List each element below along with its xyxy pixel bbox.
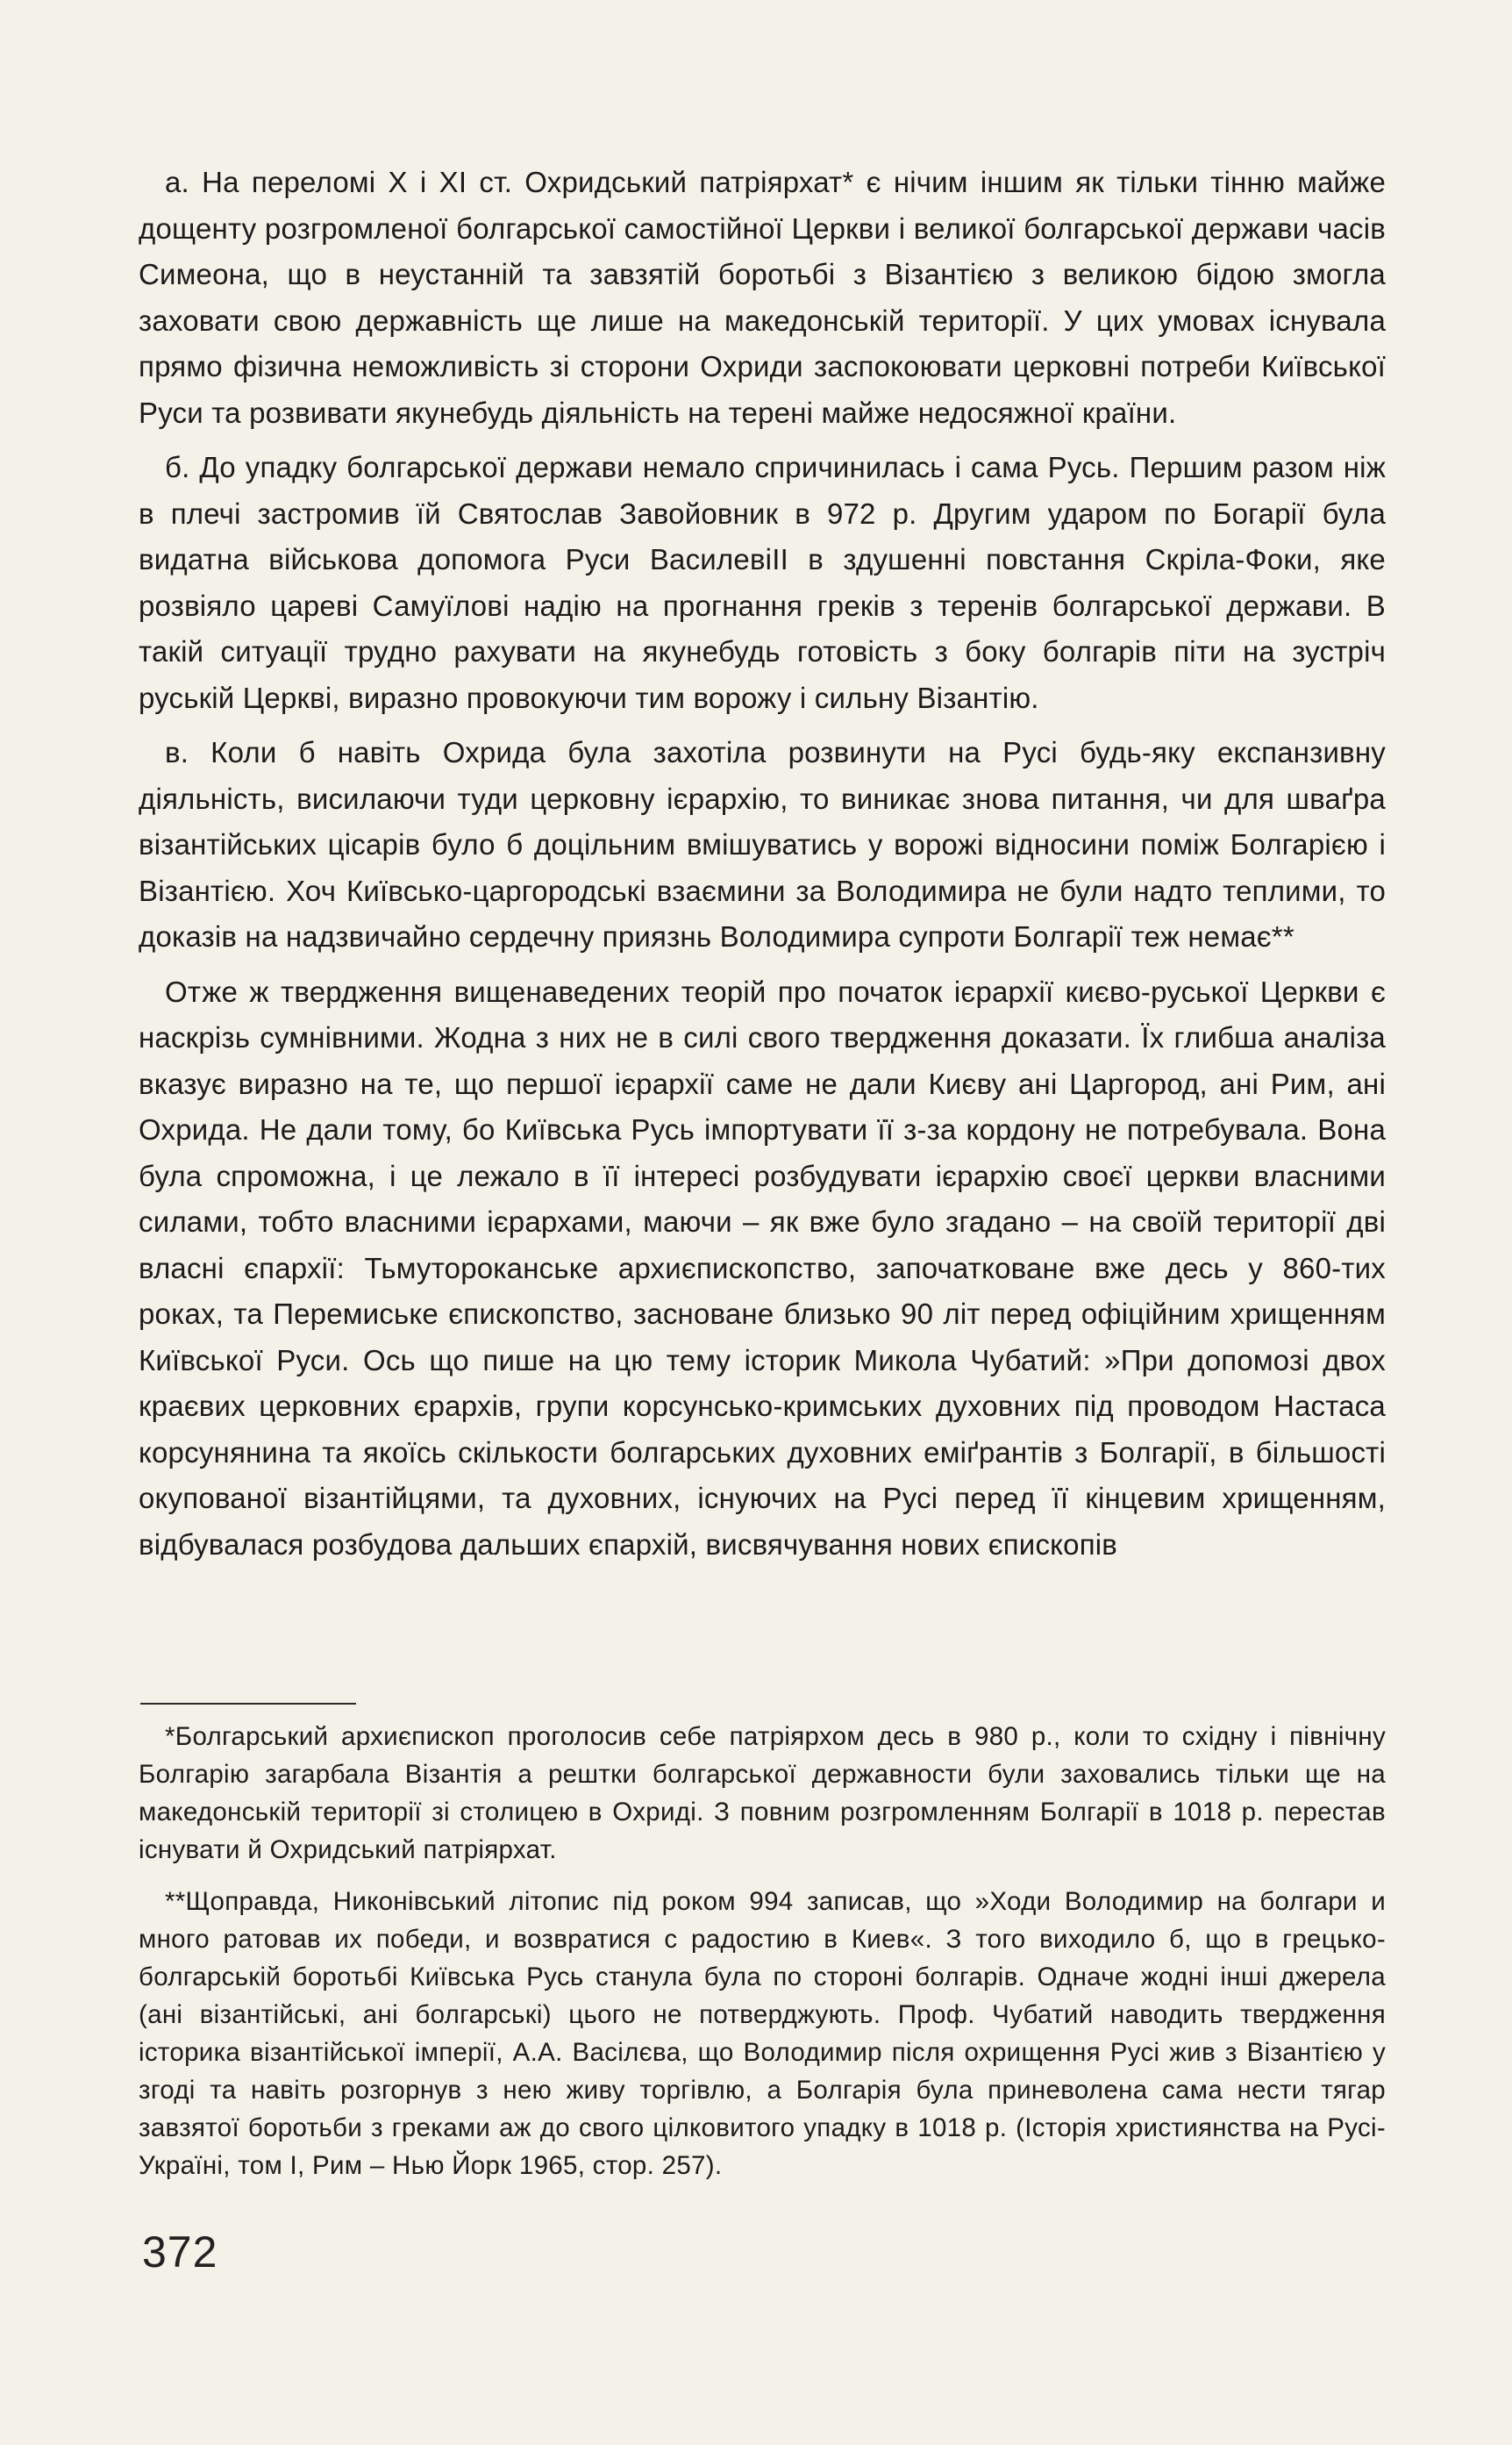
page-number: 372 [142, 2227, 218, 2277]
footnote-divider [140, 1703, 356, 1705]
footnotes [139, 1718, 1386, 2198]
paragraph-b: б. До упадку болгарської держави немало спричинилась і сама Русь. Першим разом ніж в плечі застромив їй Святослав Завойовник в 972 р. Другим ударом по Богарії була видатна військова допомога Руси ВасилевіІІ в здушенні повстання Скріла-Фоки, яке розвіяло цареві Самуїлові надію на прогнання греків з теренів болгарської держави. В такій ситуації трудно рахувати на якунебудь готовість з боку болгарів піти на зустріч руській Церкві, виразно провокуючи тим ворожу і сильну Візантію. [139, 451, 1386, 714]
main-text [139, 160, 1386, 1576]
paragraph-conclusion: Отже ж твердження вищенаведених теорій про початок ієрархії києво-руської Церкви є наскрізь сумнівними. Жодна з них не в силі свого твердження доказати. Їх глибша аналіза вказує виразно на те, що першої ієрархії саме не дали Києву ані Царгород, ані Рим, ані Охрида. Не дали тому, бо Київська Русь імпортувати її з-за кордону не потребувала. Вона була спроможна, і це лежало в її інтересі розбудувати ієрархію своєї церкви власними силами, тобто власними ієрархами, маючи – як вже було згадано – на своїй території дві власні єпархії: Тьмутороканське архиєпископство, започатковане вже десь у 860-тих роках, та Перемиське єпископство, засноване близько 90 літ перед офіційним хрищенням Київської Руси. Ось що пише на цю тему історик Микола Чубатий: »При допомозі двох краєвих церковних єрархів, групи корсунсько-кримських духовних під проводом Настаса корсунянина та якоїсь скількости болгарських духовних еміґрантів з Болгарії, в більшості окупованої візантійцями, та духовних, існуючих на Русі перед її кінцевим хрищенням, відбувалася розбудова дальших єпархій, висвячування нових єпископів [139, 975, 1386, 1561]
footnote-2: **Щоправда, Никонівський літопис під роком 994 записав, що »Ходи Володимир на болгари и много ратовав их победи, и возвратися с радостию в Киев«. З того виходило б, що в грецько-болгарській боротьбі Київська Русь станула була по стороні болгарів. Одначе жодні інші джерела (ані візантійські, ані болгарські) цього не потверджують. Проф. Чубатий наводить твердження історика візантійської імперії, А.А. Васілєва, що Володимир після охрищення Русі жив з Візантією у згоді та навіть розгорнув з нею живу торгівлю, а Болгарія була приневолена сама нести тягар завзятої боротьби з греками аж до свого цілковитого упадку в 1018 р. (Історія християнства на Русі-Україні, том І, Рим – Нью Йорк 1965, стор. 257). [139, 1887, 1386, 2180]
footnote-1: *Болгарський архиєпископ проголосив себе патріярхом десь в 980 р., коли то східну і північну Болгарію загарбала Візантія а рештки болгарської державности були заховались тільки ще на македонській території зі столицею в Охриді. З повним розгромленням Болгарії в 1018 р. перестав існувати й Охридський патріярхат. [139, 1722, 1386, 1864]
paragraph-a: а. На переломі X і XI ст. Охридський патріярхат* є нічим іншим як тільки тінню майже дощенту розгромленої болгарської самостійної Церкви і великої болгарської держави часів Симеона, що в неустанній та завзятій боротьбі з Візантією з великою бідою змогла заховати свою державність ще лише на македонській території. У цих умовах існувала прямо фізична неможливість зі сторони Охриди заспокоювати церковні потреби Київської Руси та розвивати якунебудь діяльність на терені майже недосяжної країни. [139, 166, 1386, 429]
paragraph-v: в. Коли б навіть Охрида була захотіла розвинути на Русі будь-яку експанзивну діяльність, висилаючи туди церковну ієрархію, то виникає знова питання, чи для шваґра візантійських цісарів було б доцільним вмішуватись у ворожі відносини поміж Болгарією і Візантією. Хоч Київсько-царгородські взаємини за Володимира не були надто теплими, то доказів на надзвичайно сердечну приязнь Володимира супроти Болгарії теж немає** [139, 736, 1386, 953]
